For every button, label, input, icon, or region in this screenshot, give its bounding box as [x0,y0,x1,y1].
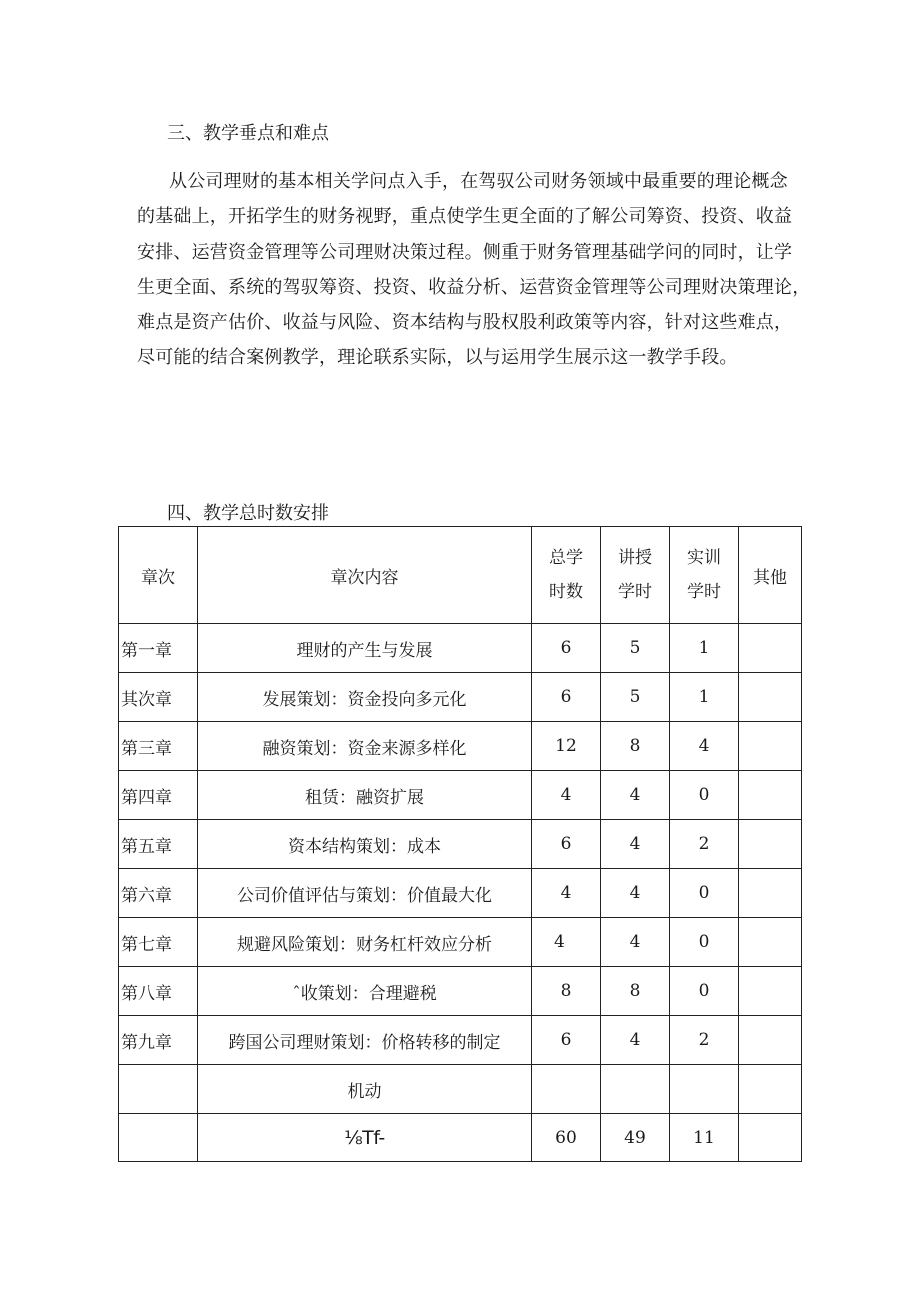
other-cell [739,624,802,673]
table-row [119,918,802,967]
paragraph-line: 安排、运营资金管理等公司理财决策过程。侧重于财务管理基础学问的同时，让学 [137,241,793,263]
lecture-hours-cell: 8 [601,967,670,1016]
other-cell [739,722,802,771]
lecture-hours-cell: 4 [601,1016,670,1065]
header-total-line: 总学 [549,548,583,568]
header-lecture-hours [601,527,670,624]
table-row [119,722,802,771]
chapter-cell: 第七章 [119,918,198,967]
header-chapter: 章次 [119,527,198,624]
other-cell [739,1065,802,1114]
table-header-row [119,527,802,624]
header-total-line: 时数 [549,582,583,602]
total-hours-cell: 8 [532,967,601,1016]
other-cell [739,918,802,967]
practice-hours-cell: 11 [670,1114,739,1162]
table-row [119,1016,802,1065]
lecture-hours-cell [601,1065,670,1114]
table-row [119,820,802,869]
practice-hours-cell: 0 [670,869,739,918]
header-lecture-line: 学时 [618,582,652,602]
header-content: 章次内容 [198,527,532,624]
chapter-cell: 第八章 [119,967,198,1016]
total-label-cell: ⅛Tf- [198,1114,532,1162]
total-hours-cell: 12 [532,722,601,771]
lecture-hours-cell: 8 [601,722,670,771]
lecture-hours-cell: 4 [601,820,670,869]
lecture-hours-cell: 4 [601,771,670,820]
header-practice-line: 实训 [687,548,721,568]
chapter-cell: 其次章 [119,673,198,722]
other-cell [739,1016,802,1065]
table-row [119,771,802,820]
total-hours-cell [532,1065,601,1114]
content-cell: 资本结构策划：成本 [198,820,532,869]
other-cell [739,673,802,722]
total-hours-cell: 6 [532,624,601,673]
other-cell [739,771,802,820]
content-cell: 发展策划：资金投向多元化 [198,673,532,722]
total-hours-cell: 6 [532,1016,601,1065]
content-cell: 融资策划：资金来源多样化 [198,722,532,771]
content-cell: 公司价值评估与策划：价值最大化 [198,869,532,918]
chapter-cell [119,1114,198,1162]
chapter-cell: 第一章 [119,624,198,673]
chapter-cell: 第九章 [119,1016,198,1065]
header-practice-line: 学时 [687,582,721,602]
paragraph-line: 难点是资产估价、收益与风险、资本结构与股权股利政策等内容，针对这些难点， [137,312,793,334]
content-cell: 跨国公司理财策划：价格转移的制定 [198,1016,532,1065]
total-hours-cell: 6 [532,673,601,722]
practice-hours-cell: 1 [670,673,739,722]
table-row [119,673,802,722]
total-hours-cell: 6 [532,820,601,869]
teaching-hours-table [118,526,802,1162]
lecture-hours-cell: 4 [601,869,670,918]
content-cell: ˆ收策划：合理避税 [198,967,532,1016]
content-cell: 机动 [198,1065,532,1114]
section-3-heading: 三、教学垂点和难点 [167,123,329,144]
practice-hours-cell: 4 [670,722,739,771]
lecture-hours-cell: 5 [601,624,670,673]
practice-hours-cell: 2 [670,820,739,869]
paragraph-line: 从公司理财的基本相关学问点入手，在驾驭公司财务领域中最重要的理论概念 [169,171,788,192]
paragraph-line: 的基础上，开拓学生的财务视野，重点使学生更全面的了解公司筹资、投资、收益 [137,206,793,228]
lecture-hours-cell: 49 [601,1114,670,1162]
content-cell: 规避风险策划：财务杠杆效应分析 [198,918,532,967]
table-row [119,869,802,918]
table-row [119,967,802,1016]
other-cell [739,1114,802,1162]
section-4-heading: 四、教学总时数安排 [167,503,329,524]
paragraph-line: 尽可能的结合案例教学，理论联系实际，以与运用学生展示这一教学手段。 [137,347,738,369]
chapter-cell: 第五章 [119,820,198,869]
other-cell [739,820,802,869]
table-total-row [119,1114,802,1162]
header-other: 其他 [739,527,802,624]
practice-hours-cell [670,1065,739,1114]
practice-hours-cell: 0 [670,918,739,967]
header-practice-hours [670,527,739,624]
total-hours-cell: 4 [532,771,601,820]
chapter-cell: 第六章 [119,869,198,918]
practice-hours-cell: 1 [670,624,739,673]
content-cell: 租赁：融资扩展 [198,771,532,820]
total-hours-cell: 60 [532,1114,601,1162]
practice-hours-cell: 0 [670,771,739,820]
lecture-hours-cell: 5 [601,673,670,722]
section-3-paragraph [137,164,817,376]
other-cell [739,869,802,918]
header-lecture-line: 讲授 [618,548,652,568]
total-hours-cell: 4 [532,918,601,967]
table-row [119,624,802,673]
content-cell: 理财的产生与发展 [198,624,532,673]
chapter-cell [119,1065,198,1114]
chapter-cell: 第三章 [119,722,198,771]
practice-hours-cell: 0 [670,967,739,1016]
table-row [119,1065,802,1114]
other-cell [739,967,802,1016]
lecture-hours-cell: 4 [601,918,670,967]
header-total-hours [532,527,601,624]
practice-hours-cell: 2 [670,1016,739,1065]
total-hours-cell: 4 [532,869,601,918]
paragraph-line: 生更全面、系统的驾驭筹资、投资、收益分析、运营资金管理等公司理财决策理论， [137,276,811,298]
chapter-cell: 第四章 [119,771,198,820]
